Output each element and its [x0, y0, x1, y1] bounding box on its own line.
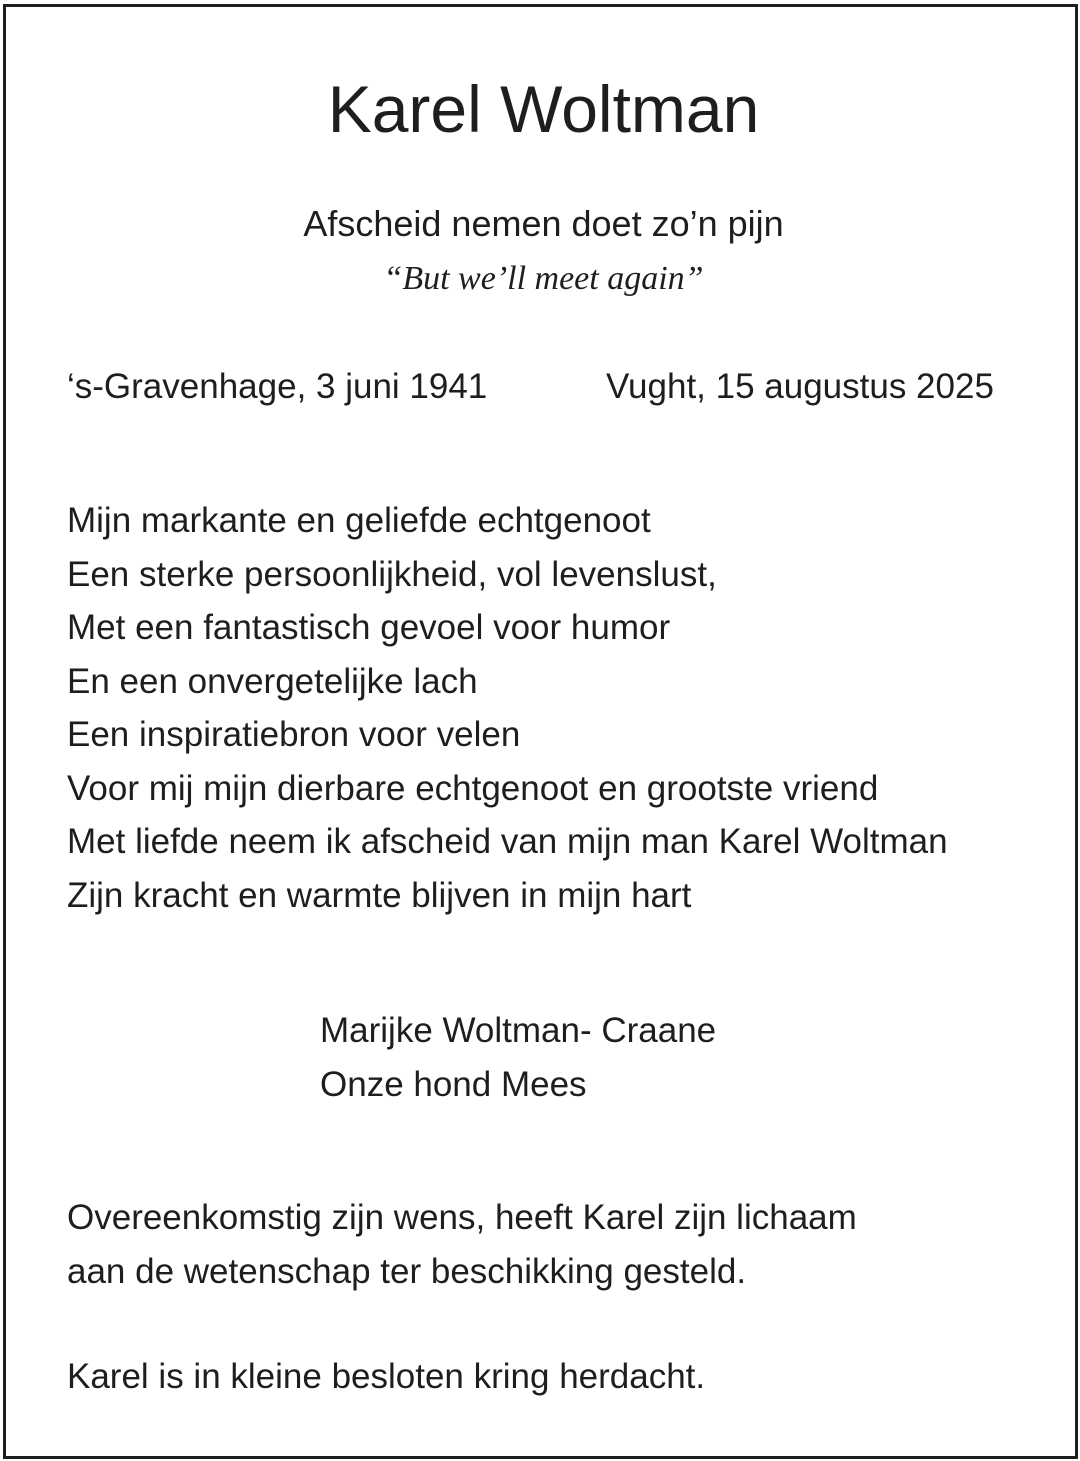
obituary-card	[3, 4, 1078, 1459]
poem-line: En een onvergetelijke lach	[67, 661, 478, 701]
deceased-name: Karel Woltman	[327, 72, 760, 146]
signers	[320, 1004, 716, 1112]
note-line: Overeenkomstig zijn wens, heeft Karel zijn lichaam	[67, 1198, 857, 1237]
motto-quote: “But we’ll meet again”	[383, 260, 704, 297]
poem	[67, 494, 948, 922]
motto-line: Afscheid nemen doet zo’n pijn	[303, 203, 784, 244]
birth-place-date: ‘s-Gravenhage, 3 juni 1941	[67, 367, 488, 406]
body-donation-note	[67, 1191, 857, 1299]
poem-line: Een sterke persoonlijkheid, vol levenslust,	[67, 554, 717, 594]
poem-line: Een inspiratiebron voor velen	[67, 715, 521, 754]
closing-line: Karel is in kleine besloten kring herdacht.	[67, 1357, 706, 1396]
signer: Marijke Woltman- Craane	[320, 1011, 717, 1050]
poem-line: Voor mij mijn dierbare echtgenoot en grootste vriend	[67, 768, 879, 808]
note-line: aan de wetenschap ter beschikking gesteld.	[67, 1252, 747, 1291]
poem-line: Zijn kracht en warmte blijven in mijn hart	[67, 875, 692, 915]
signer: Onze hond Mees	[320, 1065, 587, 1104]
poem-line: Mijn markante en geliefde echtgenoot	[67, 501, 651, 540]
death-place-date: Vught, 15 augustus 2025	[606, 367, 994, 406]
poem-line: Met een fantastisch gevoel voor humor	[67, 608, 671, 647]
poem-line: Met liefde neem ik afscheid van mijn man Karel Woltman	[67, 822, 948, 861]
